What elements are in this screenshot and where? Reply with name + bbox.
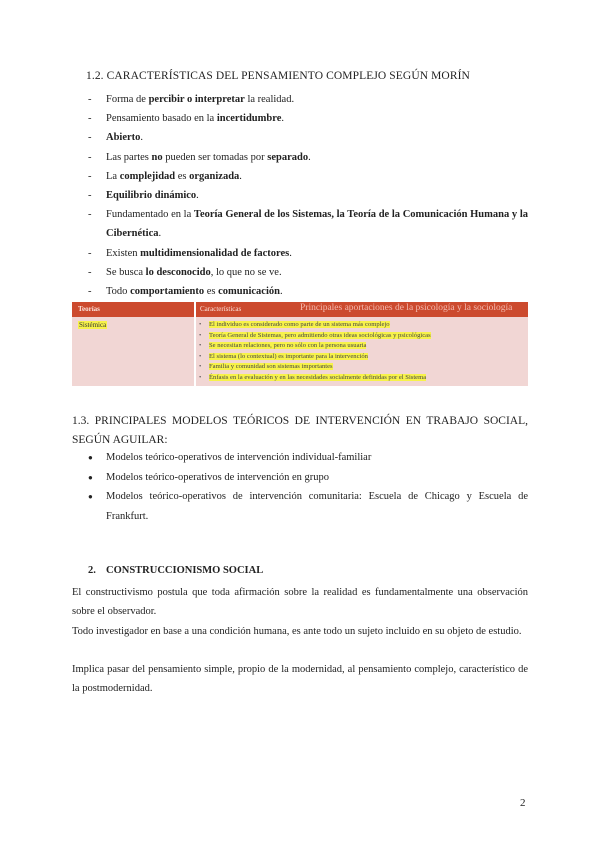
list-item: • El sistema (lo contextual) es importante para la intervención — [198, 352, 524, 363]
paragraph: Todo investigador en base a una condición humana, es ante todo un sujeto incluido en su objeto de estudio. — [72, 626, 522, 637]
list-item: • Se necesitan relaciones, pero no sólo con la persona usuaria — [198, 341, 524, 352]
list-item: ● Modelos teórico-operativos de intervención individual-familiar — [88, 448, 528, 468]
list-item: • El individuo es considerado como parte de un sistema más complejo — [198, 320, 524, 331]
list-item: - La complejidad es organizada. — [88, 167, 528, 186]
list-item: ● Modelos teórico-operativos de intervención en grupo — [88, 468, 528, 488]
list-item: • Teoría General de Sistemas, pero admitiendo otras ideas sociológicas y psicológicas — [198, 331, 524, 342]
table-header-characteristics: Características — [200, 305, 242, 313]
list-item: - Todo comportamiento es comunicación. — [88, 282, 528, 301]
list-item: • Familia y comunidad son sistemas importantes — [198, 362, 524, 373]
table-column-divider — [194, 302, 196, 386]
list-item: ● Modelos teórico-operativos de intervención comunitaria: Escuela de Chicago y Escuela de Frankfurt. — [88, 487, 528, 526]
paragraph: El constructivismo postula que toda afirmación sobre la realidad es fundamentalmente una observación sobre el observador. — [72, 587, 528, 617]
table-cell-theory-name: Sistémica — [79, 321, 107, 329]
table-header-theories: Teorías — [78, 305, 100, 313]
section-title: CONSTRUCCIONISMO SOCIAL — [106, 565, 264, 576]
list-item: - Abierto. — [88, 128, 528, 147]
list-item: - Forma de percibir o interpretar la realidad. — [88, 90, 528, 109]
table-header-overlay-title: Principales aportaciones de la psicología y la sociología — [300, 303, 513, 313]
list-item: - Equilibrio dinámico. — [88, 186, 528, 205]
list-item: - Las partes no pueden ser tomadas por separado. — [88, 148, 528, 167]
section-heading-1-2: 1.2. CARACTERÍSTICAS DEL PENSAMIENTO COMPLEJO SEGÚN MORÍN — [86, 70, 470, 82]
characteristics-list — [88, 90, 528, 301]
table-cell-characteristics — [198, 320, 524, 384]
list-item: - Fundamentado en la Teoría General de los Sistemas, la Teoría de la Comunicación Humana y la Cibernética. — [88, 205, 528, 243]
list-item: - Existen multidimensionalidad de factores. — [88, 244, 528, 263]
list-item: • Énfasis en la evaluación y en las necesidades socialmente definidas por el Sistema — [198, 373, 524, 384]
paragraph: Implica pasar del pensamiento simple, propio de la modernidad, al pensamiento complejo, característico de la postmodernidad. — [72, 664, 528, 694]
list-item: - Se busca lo desconocido, lo que no se ve. — [88, 263, 528, 282]
list-item: - Pensamiento basado en la incertidumbre. — [88, 109, 528, 128]
models-list — [88, 448, 528, 526]
section-heading-2 — [88, 565, 263, 576]
page-number: 2 — [520, 797, 526, 809]
section-heading-1-3: 1.3. PRINCIPALES MODELOS TEÓRICOS DE INTERVENCIÓN EN TRABAJO SOCIAL, SEGÚN AGUILAR: — [72, 415, 528, 446]
section-number: 2. — [88, 565, 96, 576]
